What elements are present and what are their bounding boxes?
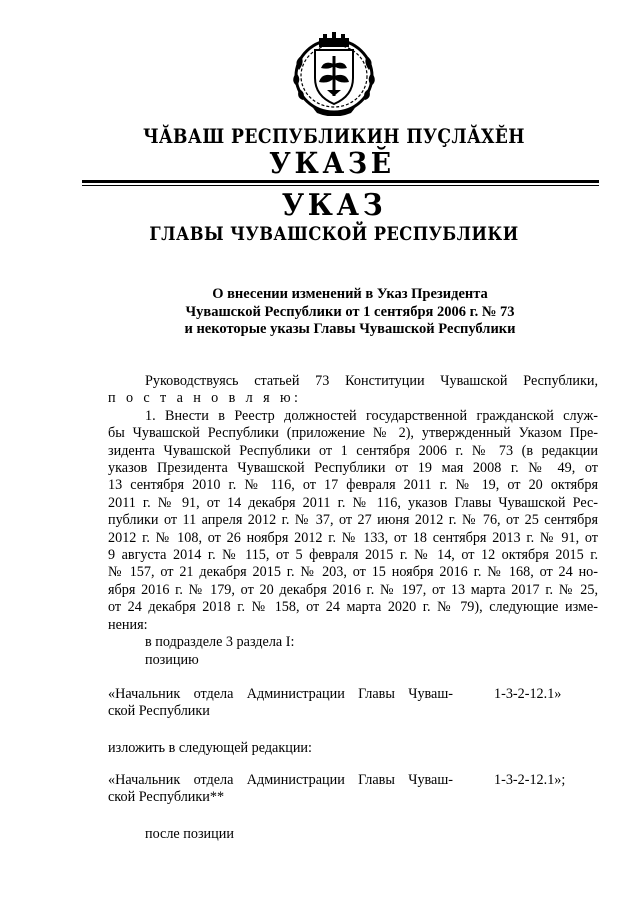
body-line: 2011 г. № 91, от 14 декабря 2011 г. № 116, указов Главы Чувашской Рес- xyxy=(108,494,598,511)
body-line: позицию xyxy=(145,651,199,668)
title-line: Чувашской Республики от 1 сентября 2006 г. № 73 xyxy=(185,303,515,320)
position-name-line: ской Республики** xyxy=(108,789,225,806)
document-title xyxy=(110,286,590,339)
body-line: Руководствуясь статьей 73 Конституции Чувашской Республики, xyxy=(145,373,598,389)
header-ukaz: УКАЗ xyxy=(281,188,387,223)
body-line: ября 2016 г. № 179, от 20 декабря 2016 г. № 197, от 13 марта 2017 г. № 25, xyxy=(108,581,598,598)
body-line: зидента Чувашской Республики от 1 сентября 2006 г. № 73 (в редакции xyxy=(108,442,598,459)
title-line: О внесении изменений в Указ Президента xyxy=(212,286,488,302)
header-chuvash-line: ЧĂВАШ РЕСПУБЛИКИН ПУÇЛĂХĔН xyxy=(143,124,525,148)
body-line: 2012 г. № 108, от 26 ноября 2012 г. № 133, от 18 сентября 2013 г. № 91, от xyxy=(108,529,598,546)
body-line: публики от 11 апреля 2012 г. № 37, от 27 июня 2012 г. № 76, от 25 сентября xyxy=(108,512,598,529)
position-code: 1-3-2-12.1»; xyxy=(494,772,566,788)
body-line: указов Президента Чувашской Республики от 19 мая 2008 г. № 49, от xyxy=(108,460,598,477)
body-line: 9 августа 2014 г. № 115, от 5 февраля 2015 г. № 14, от 12 октября 2015 г. xyxy=(108,547,598,564)
body-line: от 24 декабря 2018 г. № 158, от 24 марта 2020 г. № 79), следующие изме- xyxy=(108,599,598,616)
body-line: в подразделе 3 раздела I: xyxy=(145,634,295,651)
body-line: № 157, от 21 декабря 2015 г. № 203, от 15 ноября 2016 г. № 168, от 24 но- xyxy=(108,564,598,581)
body-line: нения: xyxy=(108,616,148,633)
instruction-text: изложить в следующей редакции: xyxy=(108,740,312,756)
header-ukaze: УКАЗĔ xyxy=(269,146,395,180)
document-body xyxy=(108,373,598,669)
coat-of-arms-emblem xyxy=(289,30,379,116)
position-name-line: «Начальник отдела Администрации Главы Чуваш- xyxy=(108,772,453,788)
body-line: 13 сентября 2010 г. № 116, от 17 февраля 2011 г. № 19, от 20 октября xyxy=(108,477,598,494)
body-line-decree: п о с т а н о в л я ю: xyxy=(108,390,302,407)
position-name-line: ской Республики xyxy=(108,703,210,720)
paragraph-1 xyxy=(108,408,598,634)
header-divider-thin xyxy=(82,185,599,186)
body-line: бы Чувашской Республики (приложение № 2), утвержденный Указом Пре- xyxy=(108,425,598,442)
position-name xyxy=(108,772,453,807)
header-divider-thick xyxy=(82,180,599,183)
header-glavy: ГЛАВЫ ЧУВАШСКОЙ РЕСПУБЛИКИ xyxy=(149,223,519,245)
position-name-line: «Начальник отдела Администрации Главы Чуваш- xyxy=(108,686,453,702)
body-line: 1. Внести в Реестр должностей государственной гражданской служ- xyxy=(145,407,598,424)
title-line: и некоторые указы Главы Чувашской Республики xyxy=(184,321,516,337)
after-position-text: после позиции xyxy=(145,826,234,842)
position-name xyxy=(108,686,453,721)
position-code: 1-3-2-12.1» xyxy=(494,686,562,702)
